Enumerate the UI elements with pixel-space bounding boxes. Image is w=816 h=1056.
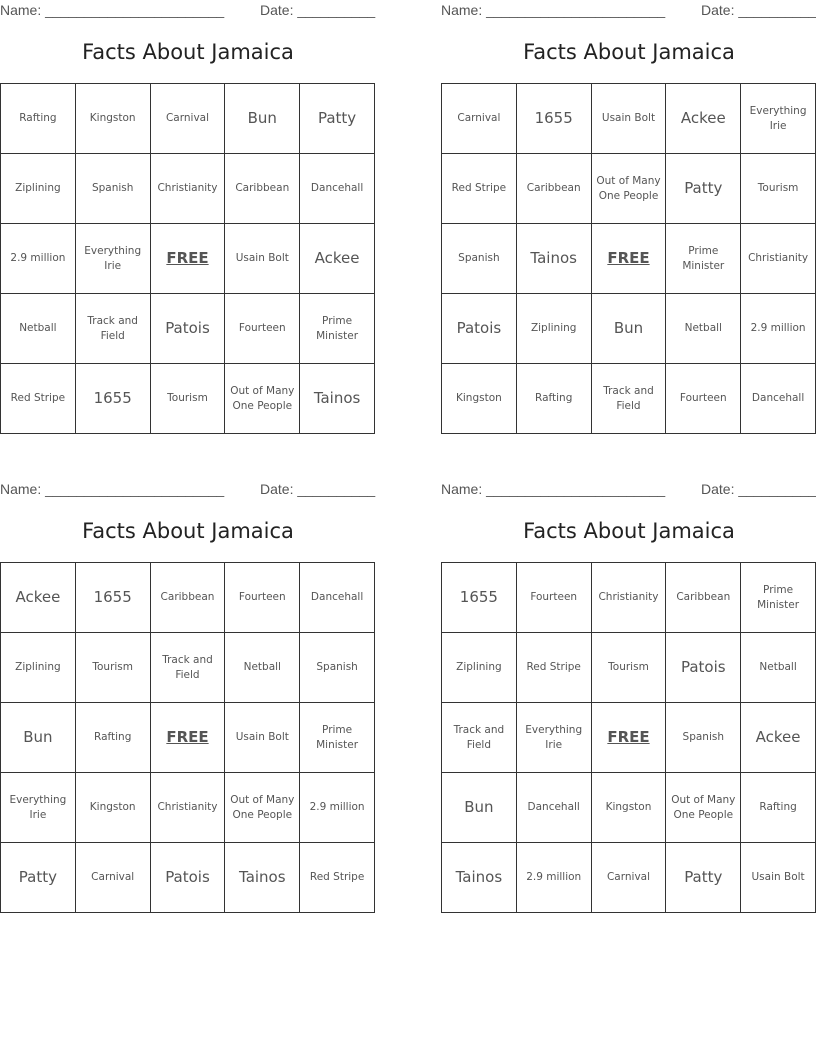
name-field-label: Name: _______________________ xyxy=(441,481,666,497)
bingo-cell: 2.9 million xyxy=(1,224,76,294)
bingo-cell: Kingston xyxy=(76,84,151,154)
bingo-cell: Fourteen xyxy=(666,364,741,434)
bingo-cell: Caribbean xyxy=(151,563,226,633)
bingo-cell: Dancehall xyxy=(517,773,592,843)
bingo-cell: Red Stripe xyxy=(442,154,517,224)
bingo-cell: Patty xyxy=(1,843,76,913)
bingo-cell: Usain Bolt xyxy=(225,224,300,294)
bingo-cell: Carnival xyxy=(76,843,151,913)
bingo-cell: Red Stripe xyxy=(1,364,76,434)
bingo-cell: Bun xyxy=(592,294,667,364)
bingo-cell: Carnival xyxy=(442,84,517,154)
bingo-cell: Patty xyxy=(300,84,375,154)
bingo-cell: Ackee xyxy=(1,563,76,633)
bingo-cell: Tainos xyxy=(300,364,375,434)
card-header xyxy=(0,2,376,20)
card-title: Facts About Jamaica xyxy=(523,519,735,543)
bingo-cell: Dancehall xyxy=(741,364,816,434)
bingo-cell: Tourism xyxy=(76,633,151,703)
bingo-grid xyxy=(0,562,375,913)
date-field-label: Date: __________ xyxy=(260,2,376,18)
bingo-cell: Track and Field xyxy=(442,703,517,773)
bingo-cell: Carnival xyxy=(592,843,667,913)
bingo-cell: Ziplining xyxy=(517,294,592,364)
card-header xyxy=(441,2,816,20)
name-field-label: Name: _______________________ xyxy=(441,2,666,18)
bingo-cell: Ziplining xyxy=(442,633,517,703)
bingo-cell: Out of Many One People xyxy=(666,773,741,843)
bingo-cell: Tainos xyxy=(517,224,592,294)
bingo-cell: Bun xyxy=(1,703,76,773)
bingo-cell: Ziplining xyxy=(1,154,76,224)
bingo-cell: Ziplining xyxy=(1,633,76,703)
bingo-cell: Patois xyxy=(151,294,226,364)
bingo-card-2 xyxy=(441,0,816,440)
bingo-cell: Red Stripe xyxy=(517,633,592,703)
bingo-cell: Dancehall xyxy=(300,563,375,633)
bingo-cell: Ackee xyxy=(300,224,375,294)
card-title: Facts About Jamaica xyxy=(523,40,735,64)
bingo-cell: Netball xyxy=(741,633,816,703)
bingo-card-1 xyxy=(0,0,376,440)
bingo-cell: Track and Field xyxy=(76,294,151,364)
bingo-cell: Christianity xyxy=(151,773,226,843)
card-title: Facts About Jamaica xyxy=(82,519,294,543)
bingo-cell: Caribbean xyxy=(517,154,592,224)
bingo-card-3 xyxy=(0,479,376,919)
bingo-cell: Patois xyxy=(666,633,741,703)
name-field-label: Name: _______________________ xyxy=(0,2,225,18)
bingo-grid xyxy=(441,83,816,434)
card-title: Facts About Jamaica xyxy=(82,40,294,64)
bingo-cell: 1655 xyxy=(76,364,151,434)
bingo-grid xyxy=(0,83,375,434)
bingo-cell: Spanish xyxy=(442,224,517,294)
bingo-cell: Bun xyxy=(442,773,517,843)
bingo-cell: Spanish xyxy=(666,703,741,773)
bingo-cell: Fourteen xyxy=(517,563,592,633)
bingo-cell: Prime Minister xyxy=(300,294,375,364)
free-space-cell: FREE xyxy=(592,703,667,773)
bingo-cell: Usain Bolt xyxy=(225,703,300,773)
bingo-cell: Patois xyxy=(442,294,517,364)
date-field-label: Date: __________ xyxy=(701,2,816,18)
bingo-cell: Tourism xyxy=(741,154,816,224)
bingo-cell: Tourism xyxy=(592,633,667,703)
bingo-cell: Christianity xyxy=(741,224,816,294)
bingo-cell: Tainos xyxy=(225,843,300,913)
bingo-cell: Everything Irie xyxy=(741,84,816,154)
bingo-cell: 1655 xyxy=(517,84,592,154)
bingo-cell: Patois xyxy=(151,843,226,913)
bingo-cell: Spanish xyxy=(76,154,151,224)
bingo-cell: 2.9 million xyxy=(300,773,375,843)
bingo-cell: Prime Minister xyxy=(300,703,375,773)
bingo-cell: Fourteen xyxy=(225,294,300,364)
bingo-cell: Kingston xyxy=(442,364,517,434)
bingo-cell: Out of Many One People xyxy=(225,364,300,434)
bingo-card-4 xyxy=(441,479,816,919)
bingo-cell: Everything Irie xyxy=(1,773,76,843)
bingo-cell: Rafting xyxy=(517,364,592,434)
bingo-cell: Spanish xyxy=(300,633,375,703)
bingo-cell: Ackee xyxy=(666,84,741,154)
bingo-cell: Fourteen xyxy=(225,563,300,633)
free-space-cell: FREE xyxy=(151,224,226,294)
card-header xyxy=(0,481,376,499)
bingo-cell: Track and Field xyxy=(592,364,667,434)
free-space-cell: FREE xyxy=(592,224,667,294)
bingo-cell: Everything Irie xyxy=(76,224,151,294)
bingo-cell: Caribbean xyxy=(225,154,300,224)
free-space-cell: FREE xyxy=(151,703,226,773)
bingo-cell: Kingston xyxy=(592,773,667,843)
bingo-cell: Ackee xyxy=(741,703,816,773)
bingo-cell: Out of Many One People xyxy=(592,154,667,224)
bingo-cell: Bun xyxy=(225,84,300,154)
bingo-cell: Netball xyxy=(666,294,741,364)
bingo-cell: Dancehall xyxy=(300,154,375,224)
bingo-cell: Christianity xyxy=(592,563,667,633)
bingo-cell: Prime Minister xyxy=(666,224,741,294)
bingo-cell: Patty xyxy=(666,154,741,224)
bingo-grid xyxy=(441,562,816,913)
bingo-cell: Rafting xyxy=(741,773,816,843)
bingo-cell: Out of Many One People xyxy=(225,773,300,843)
bingo-cell: Track and Field xyxy=(151,633,226,703)
bingo-cell: Everything Irie xyxy=(517,703,592,773)
bingo-cell: Tainos xyxy=(442,843,517,913)
bingo-cell: Prime Minister xyxy=(741,563,816,633)
bingo-cell: Red Stripe xyxy=(300,843,375,913)
card-header xyxy=(441,481,816,499)
bingo-cell: 1655 xyxy=(442,563,517,633)
bingo-cell: 2.9 million xyxy=(741,294,816,364)
date-field-label: Date: __________ xyxy=(701,481,816,497)
bingo-cell: Caribbean xyxy=(666,563,741,633)
bingo-cell: Netball xyxy=(225,633,300,703)
bingo-cell: Rafting xyxy=(1,84,76,154)
date-field-label: Date: __________ xyxy=(260,481,376,497)
bingo-cell: Usain Bolt xyxy=(592,84,667,154)
bingo-cell: Christianity xyxy=(151,154,226,224)
bingo-cell: 2.9 million xyxy=(517,843,592,913)
bingo-cell: Netball xyxy=(1,294,76,364)
name-field-label: Name: _______________________ xyxy=(0,481,225,497)
bingo-cell: 1655 xyxy=(76,563,151,633)
bingo-cell: Carnival xyxy=(151,84,226,154)
bingo-cell: Patty xyxy=(666,843,741,913)
bingo-cell: Usain Bolt xyxy=(741,843,816,913)
bingo-cell: Kingston xyxy=(76,773,151,843)
bingo-cell: Rafting xyxy=(76,703,151,773)
bingo-cell: Tourism xyxy=(151,364,226,434)
